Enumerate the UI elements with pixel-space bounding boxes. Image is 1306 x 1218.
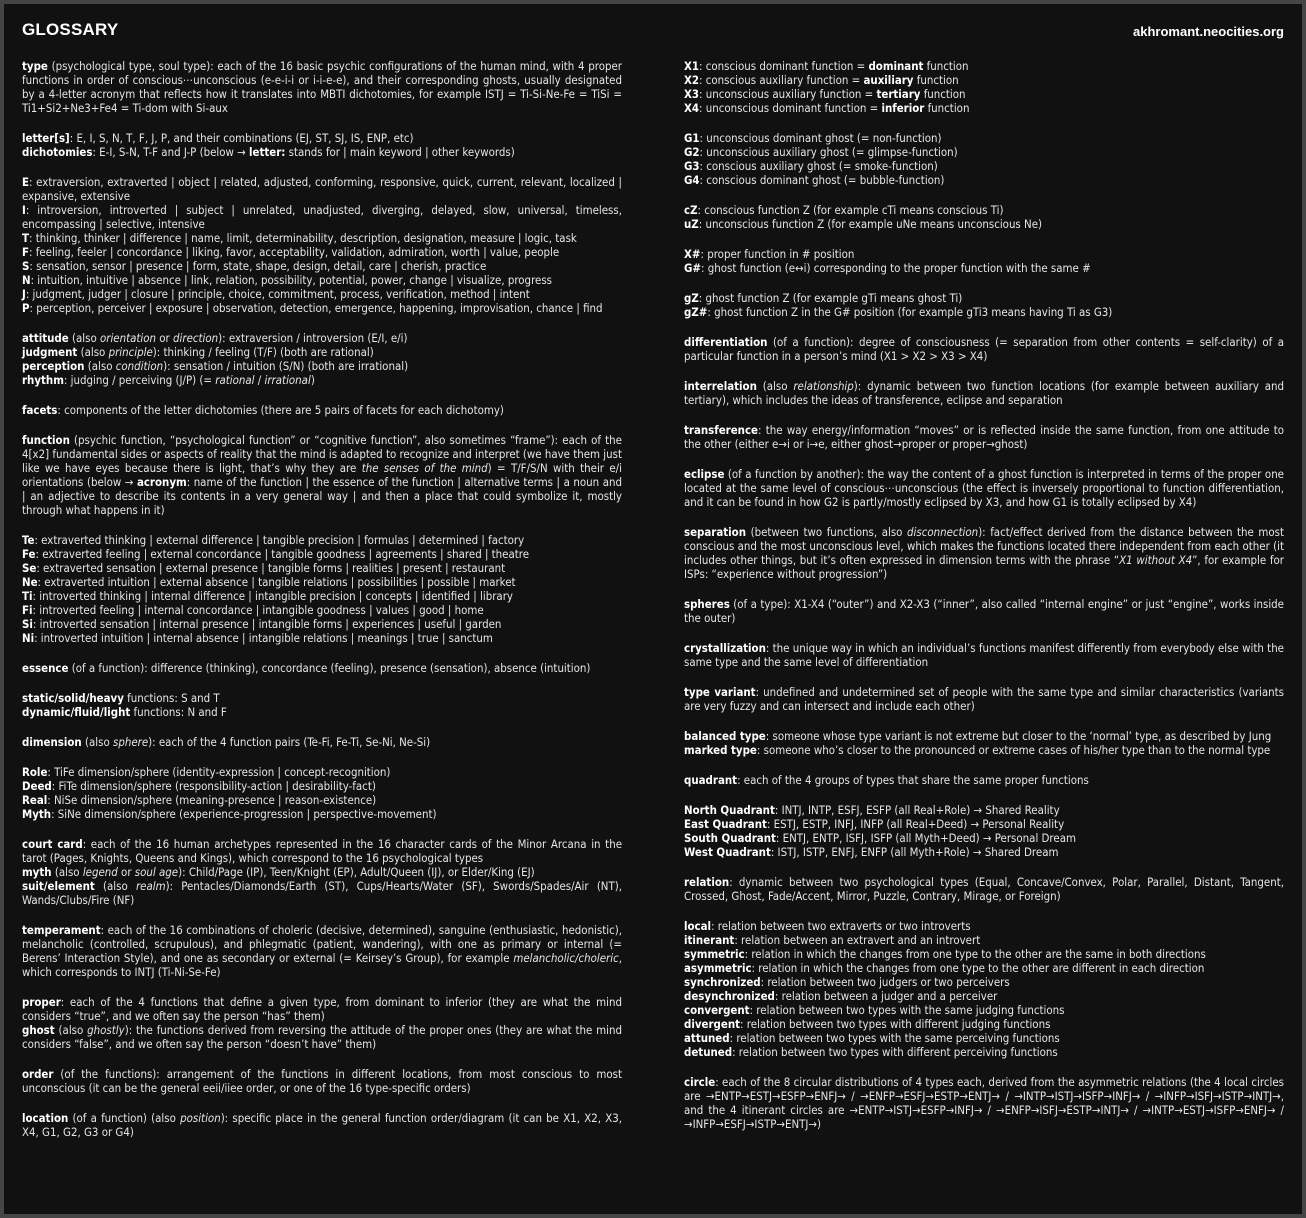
letter-def-J: J: judgment, judger | closure | principle, choice, commitment, process, verification, method | intent — [22, 287, 530, 301]
quadrant-west: West Quadrant: ISTJ, ISTP, ENFJ, ENFP (all Myth+Role) → Shared Dream — [684, 845, 1059, 859]
dimension-def-role: Role: TiFe dimension/sphere (identity-expression | concept-recognition) — [22, 765, 391, 779]
entry-attitude: attitude (also orientation or direction): extraversion / introversion (E/I, e/i) — [22, 331, 408, 345]
entry-circle: circle: each of the 8 circular distributions of 4 types each, derived from the asymmetric relations (the 4 local circles are →ENTP→ESTJ→ESFP→ENFJ→ / →ENFP→ESFJ→ESTP→ENTJ→ / →INTP→ISTJ→ISFP→INFJ→ / →INFP→ISFJ→ISTP→INTJ→, and the 4 itinerant circles are →ENTP→ISTJ→ESFP→INFJ→ / →ENFP→ISFJ→ESTP→INTJ→ / →INTP→ESTJ→ISFP→ENFJ→ / →INFP→ESFJ→ISTP→ENTJ→) — [684, 1075, 1284, 1131]
relation-def-convergent: convergent: relation between two types with the same judging functions — [684, 1003, 1065, 1017]
g-def-2: G2: unconscious auxiliary ghost (= glimpse-function) — [684, 145, 958, 159]
x-def-4: X4: unconscious dominant function = inferior function — [684, 101, 970, 115]
left-column — [22, 59, 622, 1139]
entry-type-variant: type variant: undefined and undetermined set of people with the same type and similar characteristics (variants are very fuzzy and can intersect and include each other) — [684, 685, 1285, 713]
function-def-Fi: Fi: introverted feeling | internal concordance | intangible goodness | values | good | home — [22, 603, 484, 617]
x-def-3: X3: unconscious auxiliary function = tertiary function — [684, 87, 966, 101]
entry-spheres: spheres (of a type): X1-X4 (“outer”) and X2-X3 (“inner”, also called “internal engine” or just “engine”, works inside the outer) — [684, 597, 1284, 625]
function-def-Ni: Ni: introverted intuition | internal absence | intangible relations | meanings | true | sanctum — [22, 631, 493, 645]
g-def-4: G4: conscious dominant ghost (= bubble-function) — [684, 173, 945, 187]
entry-facets: facets: components of the letter dichotomies (there are 5 pairs of facets for each dichotomy) — [22, 403, 504, 417]
entry-essence: essence (of a function): difference (thinking), concordance (feeling), presence (sensation), absence (intuition) — [22, 661, 591, 675]
function-def-Ne: Ne: extraverted intuition | external absence | tangible relations | possibilities | possible | market — [22, 575, 516, 589]
g-def-1: G1: unconscious dominant ghost (= non-function) — [684, 131, 942, 145]
entry-myth: myth (also legend or soul age): Child/Page (IP), Teen/Knight (EP), Adult/Queen (IJ), or Elder/King (EJ) — [22, 865, 535, 879]
function-def-Si: Si: introverted sensation | internal presence | intangible forms | experiences | useful | garden — [22, 617, 502, 631]
function-def-Fe: Fe: extraverted feeling | external concordance | tangible goodness | agreements | shared | theatre — [22, 547, 530, 561]
entry-perception: perception (also condition): sensation / intuition (S/N) (both are irrational) — [22, 359, 409, 373]
letter-def-P: P: perception, perceiver | exposure | observation, detection, emergence, happening, improvisation, chance | find — [22, 301, 603, 315]
letter-def-F: F: feeling, feeler | concordance | liking, favor, acceptability, validation, admiration, worth | value, people — [22, 245, 560, 259]
dimension-def-deed: Deed: FiTe dimension/sphere (responsibility-action | desirability-fact) — [22, 779, 376, 793]
entry-uz: uZ: unconscious function Z (for example uNe means unconscious Ne) — [684, 217, 1042, 231]
quadrant-east: East Quadrant: ESTJ, ESTP, INFJ, INFP (all Real+Deed) → Personal Reality — [684, 817, 1065, 831]
relation-def-synchronized: synchronized: relation between two judgers or two perceivers — [684, 975, 1010, 989]
relation-def-desynchronized: desynchronized: relation between a judger and a perceiver — [684, 989, 998, 1003]
letter-def-T: T: thinking, thinker | difference | name, limit, determinability, description, designation, measure | logic, task — [22, 231, 577, 245]
entry-dimension: dimension (also sphere): each of the 4 function pairs (Te-Fi, Fe-Ti, Se-Ni, Ne-Si) — [22, 735, 431, 749]
entry-dichotomies: dichotomies: E-I, S-N, T-F and J-P (below → letter: stands for | main keyword | other keywords) — [22, 145, 515, 159]
function-def-Se: Se: extraverted sensation | external presence | tangible forms | realities | present | restaurant — [22, 561, 506, 575]
entry-cz: cZ: conscious function Z (for example cTi means conscious Ti) — [684, 203, 1004, 217]
entry-letters: letter[s]: E, I, S, N, T, F, J, P, and their combinations (EJ, ST, SJ, IS, ENP, etc) — [22, 131, 414, 145]
entry-crystallization: crystallization: the unique way in which an individual’s functions manifest differently from everybody else with the same type and the same level of differentiation — [684, 641, 1284, 669]
x-def-2: X2: conscious auxiliary function = auxiliary function — [684, 73, 959, 87]
entry-separation: separation (between two functions, also disconnection): fact/effect derived from the distance between the most conscious and the most unconscious level, which makes the functions located there independent from each other (it includes other things, but it’s often expressed in dimension terms with the phrase “X1 without X4”, for example for ISPs: “experience without progression”) — [684, 525, 1284, 581]
relation-def-symmetric: symmetric: relation in which the changes from one type to the other are the same in both directions — [684, 947, 1206, 961]
entry-temperament: temperament: each of the 16 combinations of choleric (decisive, determined), sanguine (enthusiastic, hedonistic), melancholic (controlled, scrupulous), and phlegmatic (patient, wandering), with one as primary or internal (= Berens’ Interaction Style), and one as secondary or external (= Keirsey’s Group), for example melancholic/choleric, which corresponds to INTJ (Ti-Ni-Se-Fe) — [22, 923, 622, 979]
quadrant-south: South Quadrant: ENTJ, ENTP, ISFJ, ISFP (all Myth+Deed) → Personal Dream — [684, 831, 1076, 845]
entry-differentiation: differentiation (of a function): degree of consciousness (= separation from other contents = self-clarity) of a particular function in a person’s mind (X1 > X2 > X3 > X4) — [684, 335, 1284, 363]
letter-def-E: E: extraversion, extraverted | object | related, adjusted, conforming, responsive, quick, current, relevant, localized | expansive, extensive — [22, 175, 622, 203]
function-def-Ti: Ti: introverted thinking | internal difference | intangible precision | concepts | identified | library — [22, 589, 513, 603]
letter-def-S: S: sensation, sensor | presence | form, state, shape, design, detail, care | cherish, practice — [22, 259, 487, 273]
x-def-1: X1: conscious dominant function = dominant function — [684, 59, 969, 73]
relation-def-detuned: detuned: relation between two types with different perceiving functions — [684, 1045, 1058, 1059]
entry-gz: gZ: ghost function Z (for example gTi means ghost Ti) — [684, 291, 963, 305]
entry-location: location (of a function) (also position): specific place in the general function order/diagram (it can be X1, X2, X3, X4, G1, G2, G3 or G4) — [22, 1111, 622, 1139]
entry-relation: relation: dynamic between two psychological types (Equal, Concave/Convex, Polar, Parallel, Distant, Tangent, Crossed, Ghost, Fade/Accent, Mirror, Puzzle, Contrary, Mirage, or Foreign) — [684, 875, 1284, 903]
g-def-3: G3: conscious auxiliary ghost (= smoke-function) — [684, 159, 938, 173]
entry-type: type (psychological type, soul type): each of the 16 basic psychic configurations of the human mind, with 4 proper functions in order of conscious⋯unconscious (e-e-i-i or i-i-e-e), and their corresponding ghosts, usually designated by a 4-letter acronym that reflects how it translates into MBTI dichotomies, for example ISTJ = Ti-Si-Ne-Fe = TiSi = Ti1+Si2+Ne3+Fe4 = Ti-dom with Si-aux — [22, 59, 622, 115]
entry-dynamic: dynamic/fluid/light functions: N and F — [22, 705, 227, 719]
relation-def-local: local: relation between two extraverts or two introverts — [684, 919, 971, 933]
entry-ghost: ghost (also ghostly): the functions derived from reversing the attitude of the proper ones (they are what the mind considers “false”, and we often say the person “doesn’t have” them) — [22, 1023, 622, 1051]
entry-judgment: judgment (also principle): thinking / feeling (T/F) (both are rational) — [22, 345, 374, 359]
entry-rhythm: rhythm: judging / perceiving (J/P) (= rational / irrational) — [22, 373, 315, 387]
relation-def-asymmetric: asymmetric: relation in which the changes from one type to the other are different in each direction — [684, 961, 1205, 975]
entry-proper: proper: each of the 4 functions that define a given type, from dominant to inferior (they are what the mind considers “true”, and we often say the person “has” them) — [22, 995, 622, 1023]
dimension-def-real: Real: NiSe dimension/sphere (meaning-presence | reason-existence) — [22, 793, 377, 807]
glossary-panel — [4, 4, 1302, 1214]
entry-balanced-type: balanced type: someone whose type variant is not extreme but closer to the ‘normal’ type, as described by Jung — [684, 729, 1272, 743]
entry-suit: suit/element (also realm): Pentacles/Diamonds/Earth (ST), Cups/Hearts/Water (SF), Swords/Spades/Air (NT), Wands/Clubs/Fire (NF) — [22, 879, 622, 907]
entry-gz-hash: gZ#: ghost function Z in the G# position (for example gTi3 means having Ti as G3) — [684, 305, 1113, 319]
entry-eclipse: eclipse (of a function by another): the way the content of a ghost function is interpreted in terms of the proper one located at the same level of conscious⋯unconscious (the effect is inversely proportional to function differentiation, and it can be found in how G2 is partly/mostly eclipsed by X3, and how G1 is totally eclipsed by X4) — [684, 467, 1284, 509]
entry-transference: transference: the way energy/information “moves” or is reflected inside the same function, from one attitude to the other (either e→i or i→e, either ghost→proper or proper→ghost) — [684, 423, 1284, 451]
entry-interrelation: interrelation (also relationship): dynamic between two function locations (for example between auxiliary and tertiary), which includes the ideas of transference, eclipse and separation — [684, 379, 1284, 407]
entry-quadrant: quadrant: each of the 4 groups of types that share the same proper functions — [684, 773, 1089, 787]
entry-function: function (psychic function, “psychological function” or “cognitive function”, also sometimes “frame”): each of the 4[x2] fundamental sides or aspects of reality that the mind is adapted to recognize and interpret (we have them just like we have eyes because there is light, that’s why they are the senses of the mind) = T/F/S/N with their e/i orientations (below → acronym: name of the function | the essence of the function | alternative terms | a noun and | an adjective to describe its contents in a very general way | and then a place that could symbolize it, mostly through what happens in it) — [22, 433, 622, 517]
letter-def-N: N: intuition, intuitive | absence | link, relation, possibility, potential, power, change | visualize, progress — [22, 273, 553, 287]
right-column — [684, 59, 1284, 1131]
entry-order: order (of the functions): arrangement of the functions in different locations, from most conscious to most unconscious (it can be the general eeii/iiee order, or one of the 16 type-specific orders) — [22, 1067, 622, 1095]
dimension-def-myth: Myth: SiNe dimension/sphere (experience-progression | perspective-movement) — [22, 807, 437, 821]
entry-g-hash: G#: ghost function (e↔i) corresponding to the proper function with the same # — [684, 261, 1091, 275]
relation-def-itinerant: itinerant: relation between an extravert and an introvert — [684, 933, 981, 947]
entry-court-card: court card: each of the 16 human archetypes represented in the 16 character cards of the Minor Arcana in the tarot (Pages, Knights, Queens and Kings), which correspond to the 16 psychological types — [22, 837, 622, 865]
site-name: akhromant.neocities.org — [1133, 24, 1284, 39]
quadrant-north: North Quadrant: INTJ, INTP, ESFJ, ESFP (all Real+Role) → Shared Reality — [684, 803, 1060, 817]
relation-def-divergent: divergent: relation between two types with different judging functions — [684, 1017, 1051, 1031]
entry-marked-type: marked type: someone who’s closer to the pronounced or extreme cases of his/her type than to the normal type — [684, 743, 1271, 757]
relation-def-attuned: attuned: relation between two types with the same perceiving functions — [684, 1031, 1060, 1045]
function-def-Te: Te: extraverted thinking | external difference | tangible precision | formulas | determined | factory — [22, 533, 525, 547]
page-title: GLOSSARY — [22, 20, 119, 39]
entry-x-hash: X#: proper function in # position — [684, 247, 855, 261]
letter-def-I: I: introversion, introverted | subject | unrelated, unadjusted, diverging, delayed, slow, universal, timeless, encompassing | selective, intensive — [22, 203, 622, 231]
entry-static: static/solid/heavy functions: S and T — [22, 691, 220, 705]
